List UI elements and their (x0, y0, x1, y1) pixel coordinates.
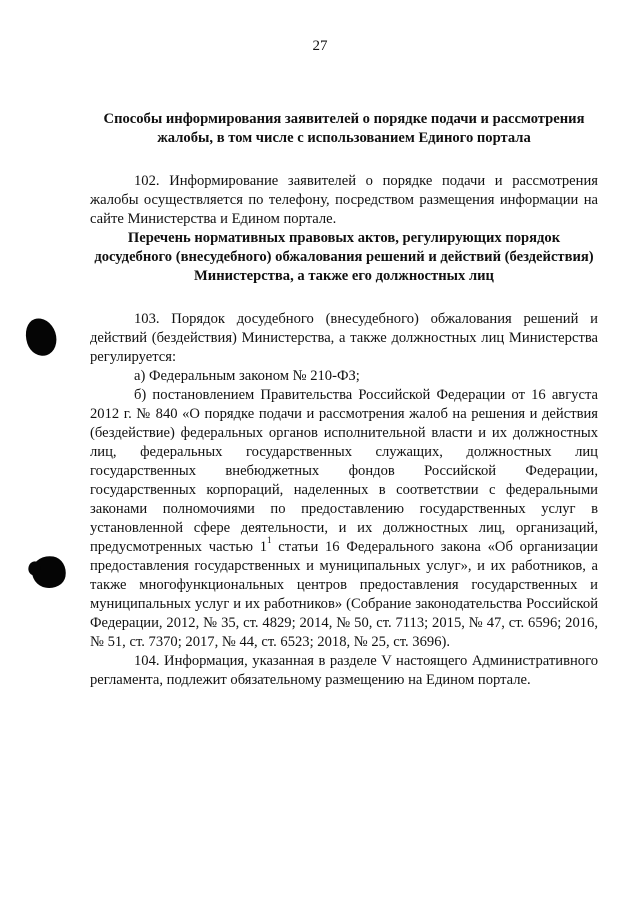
document-body (90, 110, 598, 690)
hole-punch-mark (21, 314, 61, 359)
paragraph-103: 103. Порядок досудебного (внесудебного) обжалования решений и действий (бездействия) Министерства, а также должностных лиц Министерства регулируется: (90, 311, 598, 365)
paragraph-104: 104. Информация, указанная в разделе V настоящего Административного регламента, подлежит обязательному размещению на Едином портале. (90, 653, 598, 688)
page-number: 27 (312, 38, 328, 54)
list-item-b (90, 386, 598, 652)
section-heading: Перечень нормативных правовых актов, регулирующих порядок досудебного (внесудебного) обжалования решений и действий (бездействия) Министерства, а также его должностных лиц (94, 230, 594, 284)
list-item-b-text-cont: статьи 16 Федерального закона «Об организации предоставления государственных и муниципальных услуг», и их работников, а также многофункциональных центров предоставления государственных и муниципальных услуг и их работников» (Собрание законодательства Российской Федерации, 2012, № 35, ст. 4829; 2014, № 50, ст. 7113; 2015, № 47, ст. 6596; 2016, № 51, ст. 7370; 2017, № 44, ст. 6523; 2018, № 25, ст. 3696). (90, 539, 598, 650)
list-item-b-text: б) постановлением Правительства Российской Федерации от 16 августа 2012 г. № 840 «О порядке подачи и рассмотрения жалоб на решения и действия (бездействие) федеральных органов исполнительной власти и их должностных лиц, федеральных государственных служащих, должностных лиц государственных внебюджетных фондов Российской Федерации, государственных корпораций, наделенных в соответствии с федеральными законами полномочиями по предоставлению государственных услуг в установленной сфере деятельности, и их должностных лиц, организаций, предусмотренных частью 1 (90, 387, 598, 555)
paragraph-102: 102. Информирование заявителей о порядке подачи и рассмотрения жалобы осуществляется по телефону, посредством размещения информации на сайте Министерства и Едином портале. (90, 173, 598, 227)
list-item-a: а) Федеральным законом № 210-ФЗ; (134, 368, 360, 384)
superscript: 1 (267, 535, 272, 546)
section-heading: Способы информирования заявителей о порядке подачи и рассмотрения жалобы, в том числе с использованием Единого портала (103, 111, 585, 146)
hole-punch-mark (29, 553, 68, 590)
